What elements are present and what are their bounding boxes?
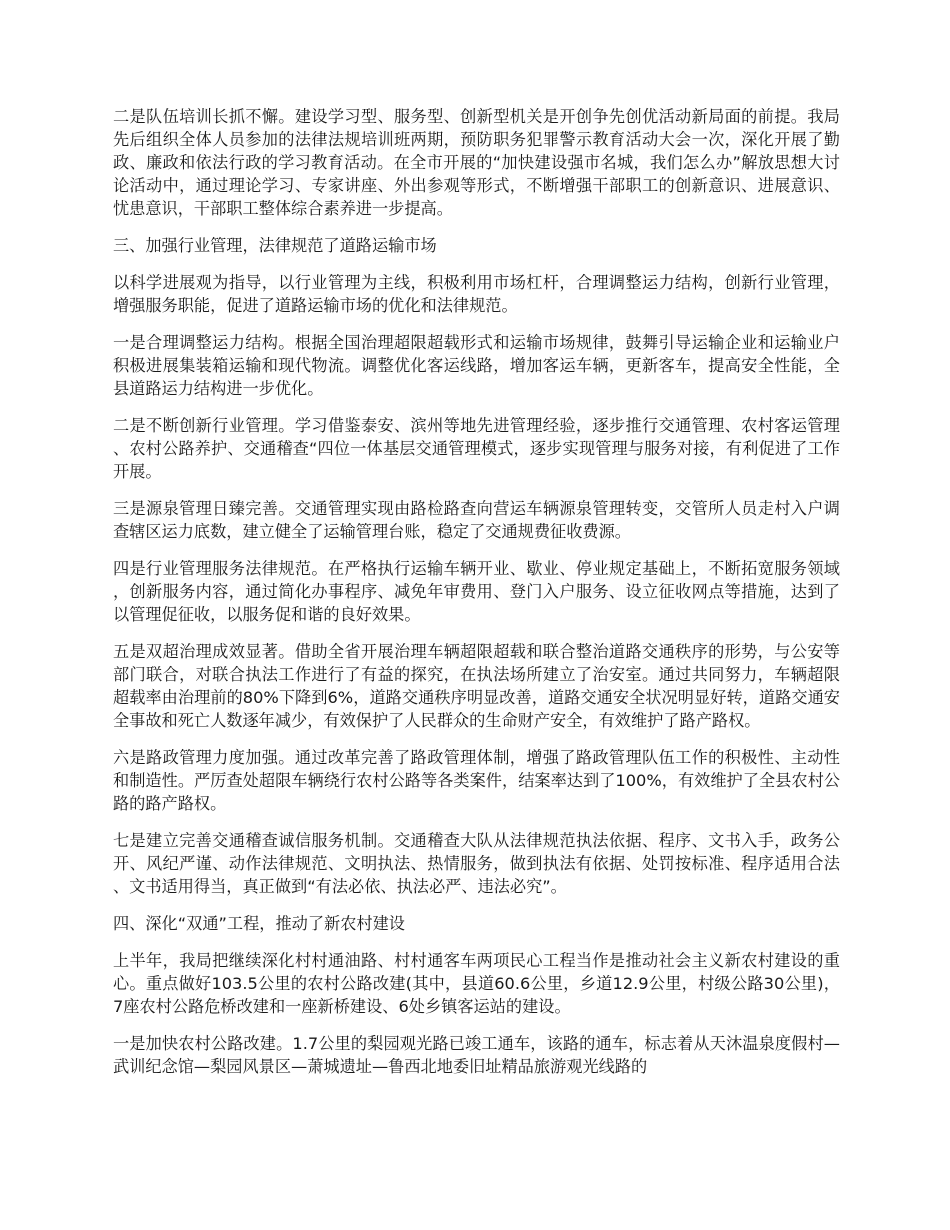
paragraph-inspection-credit: 七是建立完善交通稽查诚信服务机制。交通稽查大队从法律规范执法依据、程序、文书入手，政务公开、风纪严谨、动作法律规范、文明执法、热情服务，做到执法有依据、处罚按标准、程序适用合法、文书适用得当，真正做到“有法必依、执法必严、违法必究”。 [113, 831, 840, 896]
paragraph-source-management: 三是源泉管理日臻完善。交通管理实现由路检路查向营运车辆源泉管理转变，交管所人员走村入户调查辖区运力底数，建立健全了运输管理台账，稳定了交通规费征收费源。 [113, 499, 840, 541]
paragraph-industry-intro: 以科学进展观为指导，以行业管理为主线，积极利用市场杠杆，合理调整运力结构，创新行业管理，增强服务职能，促进了道路运输市场的优化和法律规范。 [113, 273, 840, 315]
paragraph-innovation-management: 二是不断创新行业管理。学习借鉴泰安、滨州等地先进管理经验，逐步推行交通管理、农村客运管理、农村公路养护、交通稽查“四位一体基层交通管理模式，逐步实现管理与服务对接，有利促进了工作开展。 [113, 416, 840, 481]
section-heading-shuangtong: 四、深化“双通”工程，推动了新农村建设 [113, 914, 405, 933]
paragraph-rural-road-upgrade: 一是加快农村公路改建。1.7公里的梨园观光路已竣工通车，该路的通车，标志着从天沐温泉度假村—武训纪念馆—梨园风景区—萧城遗址—鲁西北地委旧址精品旅游观光线路的 [113, 1034, 840, 1076]
paragraph-service-standardization: 四是行业管理服务法律规范。在严格执行运输车辆开业、歇业、停业规定基础上，不断拓宽服务领域，创新服务内容，通过简化办事程序、减免年审费用、登门入户服务、设立征收网点等措施，达到了以管理促征收，以服务促和谐的良好效果。 [113, 559, 840, 624]
paragraph-team-training: 二是队伍培训长抓不懈。建设学习型、服务型、创新型机关是开创争先创优活动新局面的前提。我局先后组织全体人员参加的法律法规培训班两期，预防职务犯罪警示教育活动大会一次，深化开展了勤政、廉政和依法行政的学习教育活动。在全市开展的“加快建设强市名城，我们怎么办”解放思想大讨论活动中，通过理论学习、专家讲座、外出参观等形式，不断增强干部职工的创新意识、进展意识、忧患意识，干部职工整体综合素养进一步提高。 [113, 107, 840, 218]
paragraph-road-administration: 六是路政管理力度加强。通过改革完善了路政管理体制，增强了路政管理队伍工作的积极性、主动性和制造性。严厉查处超限车辆绕行农村公路等各类案件，结案率达到了100%，有效维护了全县农村公路的路产路权。 [113, 748, 840, 813]
paragraph-rural-construction: 上半年，我局把继续深化村村通油路、村村通客车两项民心工程当作是推动社会主义新农村建设的重心。重点做好103.5公里的农村公路改建(其中，县道60.6公里，乡道12.9公里，村级公路30公里)，7座农村公路危桥改建和一座新桥建设、6处乡镇客运站的建设。 [113, 951, 840, 1016]
paragraph-overload-control: 五是双超治理成效显著。借助全省开展治理车辆超限超载和联合整治道路交通秩序的形势，与公安等部门联合，对联合执法工作进行了有益的探究，在执法场所建立了治安室。通过共同努力，车辆超限超载率由治理前的80%下降到6%，道路交通秩序明显改善，道路交通安全状况明显好转，道路交通安全事故和死亡人数逐年减少，有效保护了人民群众的生命财产安全，有效维护了路产路权。 [113, 642, 840, 730]
section-heading-industry-management: 三、加强行业管理，法律规范了道路运输市场 [113, 236, 437, 255]
document-page [113, 105, 840, 1092]
paragraph-capacity-structure: 一是合理调整运力结构。根据全国治理超限超载形式和运输市场规律，鼓舞引导运输企业和运输业户积极进展集装箱运输和现代物流。调整优化客运线路，增加客运车辆，更新客车，提高安全性能，全县道路运力结构进一步优化。 [113, 333, 840, 398]
